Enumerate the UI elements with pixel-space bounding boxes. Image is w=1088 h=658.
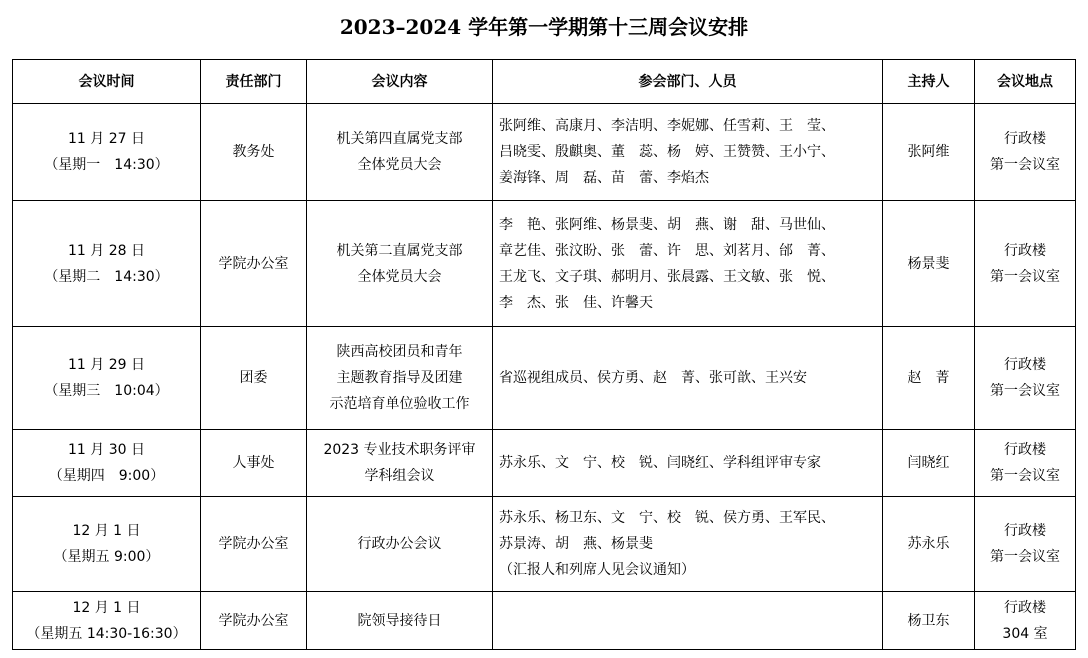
time-cell [13, 104, 201, 201]
location-line: 第一会议室 [990, 549, 1060, 565]
participants-cell [493, 104, 883, 201]
meeting-schedule-table [12, 59, 1076, 650]
content-line: 行政办公会议 [357, 536, 442, 552]
content-line: 示范培育单位验收工作 [329, 396, 470, 412]
weekday-time-text: （星期五 9:00） [53, 549, 160, 565]
content-line: 机关第二直属党支部 [336, 242, 463, 259]
participants-cell [493, 592, 883, 650]
participants-line: 姜海锋、周 磊、苗 蕾、李焰杰 [499, 170, 709, 186]
content-line: 陕西高校团员和青年 [336, 344, 463, 360]
location-line: 行政楼 [1004, 599, 1046, 616]
location-line: 行政楼 [1004, 442, 1046, 458]
participants-line: （汇报人和列席人见会议通知） [499, 562, 695, 578]
location-line: 第一会议室 [990, 383, 1060, 399]
content-line: 院领导接待日 [357, 612, 442, 629]
header-dept: 责任部门 [201, 60, 307, 104]
location-line: 第一会议室 [990, 468, 1060, 484]
content-cell [307, 104, 493, 201]
date-text: 11 月 30 日 [68, 442, 145, 458]
table-row [13, 592, 1076, 650]
participants-line: 张阿维、高康月、李洁明、李妮娜、任雪莉、王 莹、 [499, 118, 835, 134]
dept-cell: 教务处 [201, 104, 307, 201]
participants-line: 苏永乐、文 宁、校 锐、闫晓红、学科组评审专家 [499, 455, 821, 471]
location-line: 第一会议室 [990, 157, 1060, 173]
content-cell [307, 201, 493, 327]
location-cell [975, 327, 1076, 430]
participants-line: 李 艳、张阿维、杨景斐、胡 燕、谢 甜、马世仙、 [499, 216, 835, 233]
header-row [13, 60, 1076, 104]
table-row [13, 201, 1076, 327]
host-cell: 杨卫东 [883, 592, 975, 650]
date-text: 12 月 1 日 [72, 523, 141, 539]
location-line: 行政楼 [1004, 242, 1046, 259]
host-cell: 张阿维 [883, 104, 975, 201]
table-row [13, 497, 1076, 592]
location-line: 行政楼 [1004, 357, 1046, 373]
dept-cell: 人事处 [201, 430, 307, 497]
date-text: 11 月 28 日 [68, 242, 145, 259]
content-cell [307, 497, 493, 592]
location-line: 行政楼 [1004, 131, 1046, 147]
content-cell [307, 327, 493, 430]
location-line: 第一会议室 [990, 268, 1060, 285]
host-cell: 闫晓红 [883, 430, 975, 497]
participants-cell [493, 497, 883, 592]
date-text: 11 月 29 日 [68, 357, 145, 373]
header-location: 会议地点 [975, 60, 1076, 104]
header-time: 会议时间 [13, 60, 201, 104]
participants-line: 省巡视组成员、侯方勇、赵 菁、张可歆、王兴安 [499, 370, 807, 386]
location-cell [975, 497, 1076, 592]
participants-line: 王龙飞、文子琪、郝明月、张晨露、王文敏、张 悦、 [499, 268, 835, 285]
content-cell [307, 592, 493, 650]
location-cell [975, 201, 1076, 327]
weekday-time-text: （星期二 14:30） [44, 268, 169, 285]
weekday-time-text: （星期五 14:30-16:30） [26, 625, 187, 642]
weekday-time-text: （星期一 14:30） [44, 157, 169, 173]
date-text: 12 月 1 日 [72, 599, 141, 616]
location-cell [975, 430, 1076, 497]
participants-line: 吕晓雯、殷麒奥、董 蕊、杨 婷、王赞赞、王小宁、 [499, 144, 835, 160]
content-line: 全体党员大会 [357, 268, 442, 285]
content-line: 学科组会议 [364, 468, 435, 484]
host-cell: 苏永乐 [883, 497, 975, 592]
participants-cell [493, 327, 883, 430]
content-line: 全体党员大会 [357, 157, 442, 173]
header-content: 会议内容 [307, 60, 493, 104]
content-line: 2023 专业技术职务评审 [323, 442, 476, 458]
time-cell [13, 430, 201, 497]
dept-cell: 学院办公室 [201, 592, 307, 650]
table-row [13, 430, 1076, 497]
time-cell [13, 497, 201, 592]
participants-cell [493, 430, 883, 497]
location-cell [975, 104, 1076, 201]
dept-cell: 学院办公室 [201, 497, 307, 592]
participants-line: 章艺佳、张汶盼、张 蕾、许 思、刘茗月、邰 菁、 [499, 242, 835, 259]
content-line: 主题教育指导及团建 [336, 370, 463, 386]
time-cell [13, 327, 201, 430]
table-row [13, 327, 1076, 430]
location-line: 行政楼 [1004, 523, 1046, 539]
dept-cell: 学院办公室 [201, 201, 307, 327]
weekday-time-text: （星期三 10:04） [44, 383, 169, 399]
content-line: 机关第四直属党支部 [336, 131, 463, 147]
participants-line: 苏永乐、杨卫东、文 宁、校 锐、侯方勇、王军民、 [499, 510, 835, 526]
dept-cell: 团委 [201, 327, 307, 430]
header-participants: 参会部门、人员 [493, 60, 883, 104]
participants-cell [493, 201, 883, 327]
time-cell [13, 592, 201, 650]
weekday-time-text: （星期四 9:00） [48, 468, 165, 484]
date-text: 11 月 27 日 [68, 131, 145, 147]
header-host: 主持人 [883, 60, 975, 104]
table-row [13, 104, 1076, 201]
page-title: 2023–2024 学年第一学期第十三周会议安排 [339, 15, 749, 39]
participants-line: 苏景涛、胡 燕、杨景斐 [499, 536, 653, 552]
time-cell [13, 201, 201, 327]
location-cell [975, 592, 1076, 650]
content-cell [307, 430, 493, 497]
host-cell: 赵 菁 [883, 327, 975, 430]
participants-line: 李 杰、张 佳、许馨天 [499, 294, 653, 311]
host-cell: 杨景斐 [883, 201, 975, 327]
location-line: 304 室 [1002, 625, 1048, 642]
